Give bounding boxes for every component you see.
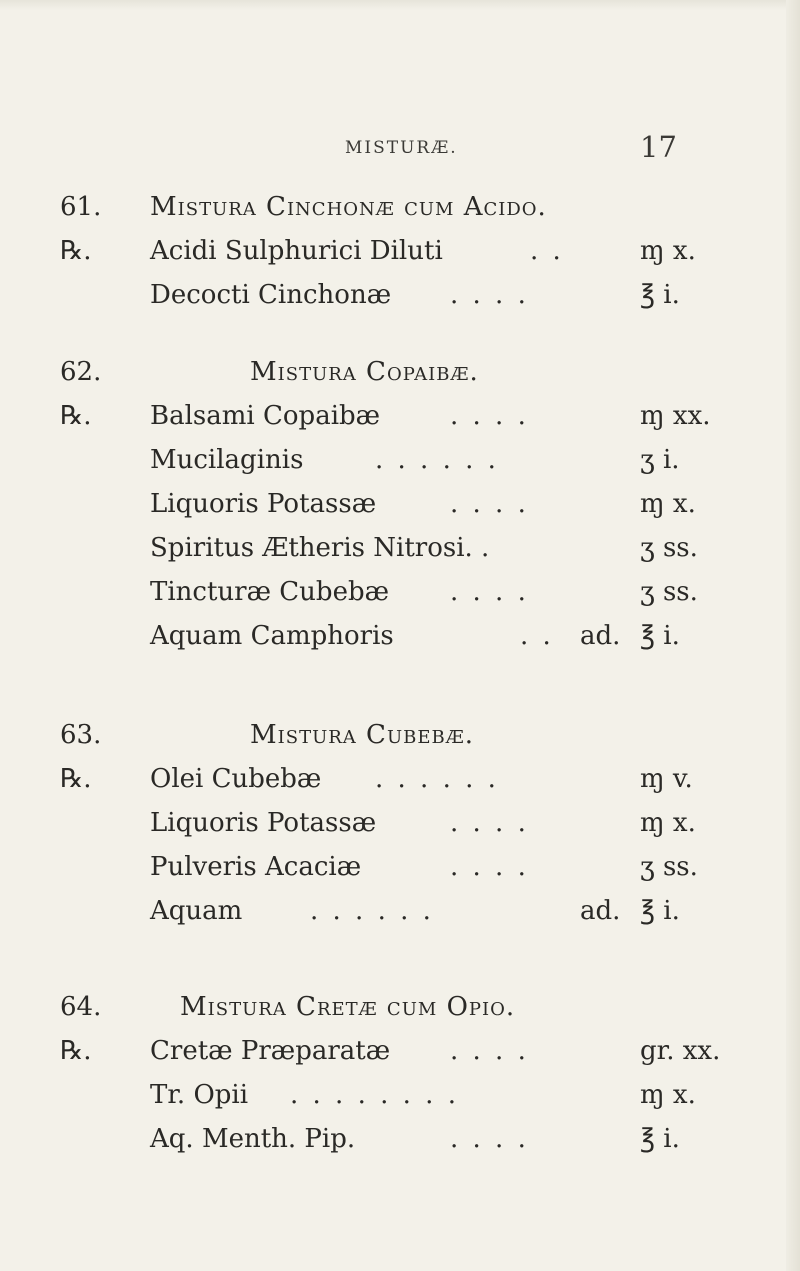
leader-dots: . . . . <box>450 852 529 882</box>
ingredient-row <box>0 894 800 938</box>
ingredient-name: Olei Cubebæ <box>150 764 322 794</box>
ingredient-row <box>0 399 800 443</box>
ingredient-quantity: ℥ i. <box>640 896 680 926</box>
ingredient-quantity: ʒ ss. <box>640 533 698 563</box>
ingredient-row <box>0 575 800 619</box>
ingredient-row <box>0 1122 800 1166</box>
ingredient-row <box>0 443 800 487</box>
ingredient-name: Cretæ Præparatæ <box>150 1036 391 1066</box>
leader-dots: . . . . . . <box>375 445 499 475</box>
ingredient-quantity: ℥ i. <box>640 280 680 310</box>
recipe-63 <box>0 718 800 938</box>
ingredient-name: Tincturæ Cubebæ <box>150 577 390 607</box>
ingredient-row <box>0 531 800 575</box>
leader-dots: . . . . <box>450 808 529 838</box>
ingredient-quantity: ʒ ss. <box>640 852 698 882</box>
ingredient-quantity: ℥ i. <box>640 621 680 651</box>
ingredient-name: Aquam Camphoris <box>150 621 394 651</box>
recipe-64 <box>0 990 800 1166</box>
leader-dots: . . . . . . <box>310 896 434 926</box>
recipe-61 <box>0 190 800 322</box>
leader-dots: . . <box>530 236 564 266</box>
leader-dots: . . . . <box>450 1036 529 1066</box>
ingredient-row <box>0 762 800 806</box>
ingredient-quantity: ʒ ss. <box>640 577 698 607</box>
ad-label: ad. <box>580 896 621 926</box>
recipe-62 <box>0 355 800 663</box>
recipe-number: 62. <box>60 357 102 387</box>
recipe-number: 61. <box>60 192 102 222</box>
ad-label: ad. <box>580 621 621 651</box>
ingredient-row <box>0 234 800 278</box>
ingredient-quantity: ℥ i. <box>640 1124 680 1154</box>
ingredient-quantity: ɱ x. <box>640 1080 696 1110</box>
leader-dots: . . . . <box>450 489 529 519</box>
ingredient-name: Liquoris Potassæ <box>150 489 377 519</box>
recipe-title-row <box>0 355 800 399</box>
recipe-title-row <box>0 990 800 1034</box>
recipe-number: 64. <box>60 992 102 1022</box>
recipe-title: Mistura Copaibæ. <box>250 357 479 387</box>
page-number: 17 <box>640 130 677 164</box>
ingredient-quantity: ɱ x. <box>640 808 696 838</box>
ingredient-quantity: ʒ i. <box>640 445 680 475</box>
ingredient-quantity: gr. xx. <box>640 1036 721 1066</box>
ingredient-name: Spiritus Ætheris Nitrosi. . <box>150 533 490 563</box>
leader-dots: . . . . <box>450 401 529 431</box>
recipe-title: Mistura Cubebæ. <box>250 720 474 750</box>
ingredient-name: Aq. Menth. Pip. <box>150 1124 356 1154</box>
recipe-title: Mistura Cretæ cum Opio. <box>180 992 516 1022</box>
leader-dots: . . . . . . . . <box>290 1080 459 1110</box>
ingredient-name: Pulveris Acaciæ <box>150 852 362 882</box>
leader-dots: . . . . <box>450 1124 529 1154</box>
ingredient-name: Mucilaginis <box>150 445 304 475</box>
recipe-symbol: ℞. <box>60 1036 92 1066</box>
recipe-symbol: ℞. <box>60 401 92 431</box>
recipe-title-row <box>0 718 800 762</box>
ingredient-row <box>0 806 800 850</box>
leader-dots: . . . . <box>450 280 529 310</box>
ingredient-quantity: ɱ x. <box>640 236 696 266</box>
ingredient-name: Decocti Cinchonæ <box>150 280 392 310</box>
recipe-title: Mistura Cinchonæ cum Acido. <box>150 192 547 222</box>
ingredient-row <box>0 487 800 531</box>
leader-dots: . . . . <box>450 577 529 607</box>
leader-dots: . . . . . . <box>375 764 499 794</box>
ingredient-name: Liquoris Potassæ <box>150 808 377 838</box>
page-top-edge <box>0 0 800 10</box>
recipe-symbol: ℞. <box>60 236 92 266</box>
leader-dots: . . <box>520 621 554 651</box>
ingredient-quantity: ɱ xx. <box>640 401 711 431</box>
ingredient-row <box>0 619 800 663</box>
ingredient-row <box>0 278 800 322</box>
recipe-symbol: ℞. <box>60 764 92 794</box>
ingredient-name: Tr. Opii <box>150 1080 249 1110</box>
recipe-title-row <box>0 190 800 234</box>
ingredient-name: Balsami Copaibæ <box>150 401 381 431</box>
ingredient-name: Aquam <box>150 896 243 926</box>
recipe-number: 63. <box>60 720 102 750</box>
page-header <box>0 130 800 170</box>
ingredient-row <box>0 1078 800 1122</box>
ingredient-row <box>0 850 800 894</box>
ingredient-quantity: ɱ v. <box>640 764 693 794</box>
running-head: MISTURÆ. <box>345 138 458 158</box>
ingredient-name: Acidi Sulphurici Diluti <box>150 236 443 266</box>
ingredient-quantity: ɱ x. <box>640 489 696 519</box>
ingredient-row <box>0 1034 800 1078</box>
